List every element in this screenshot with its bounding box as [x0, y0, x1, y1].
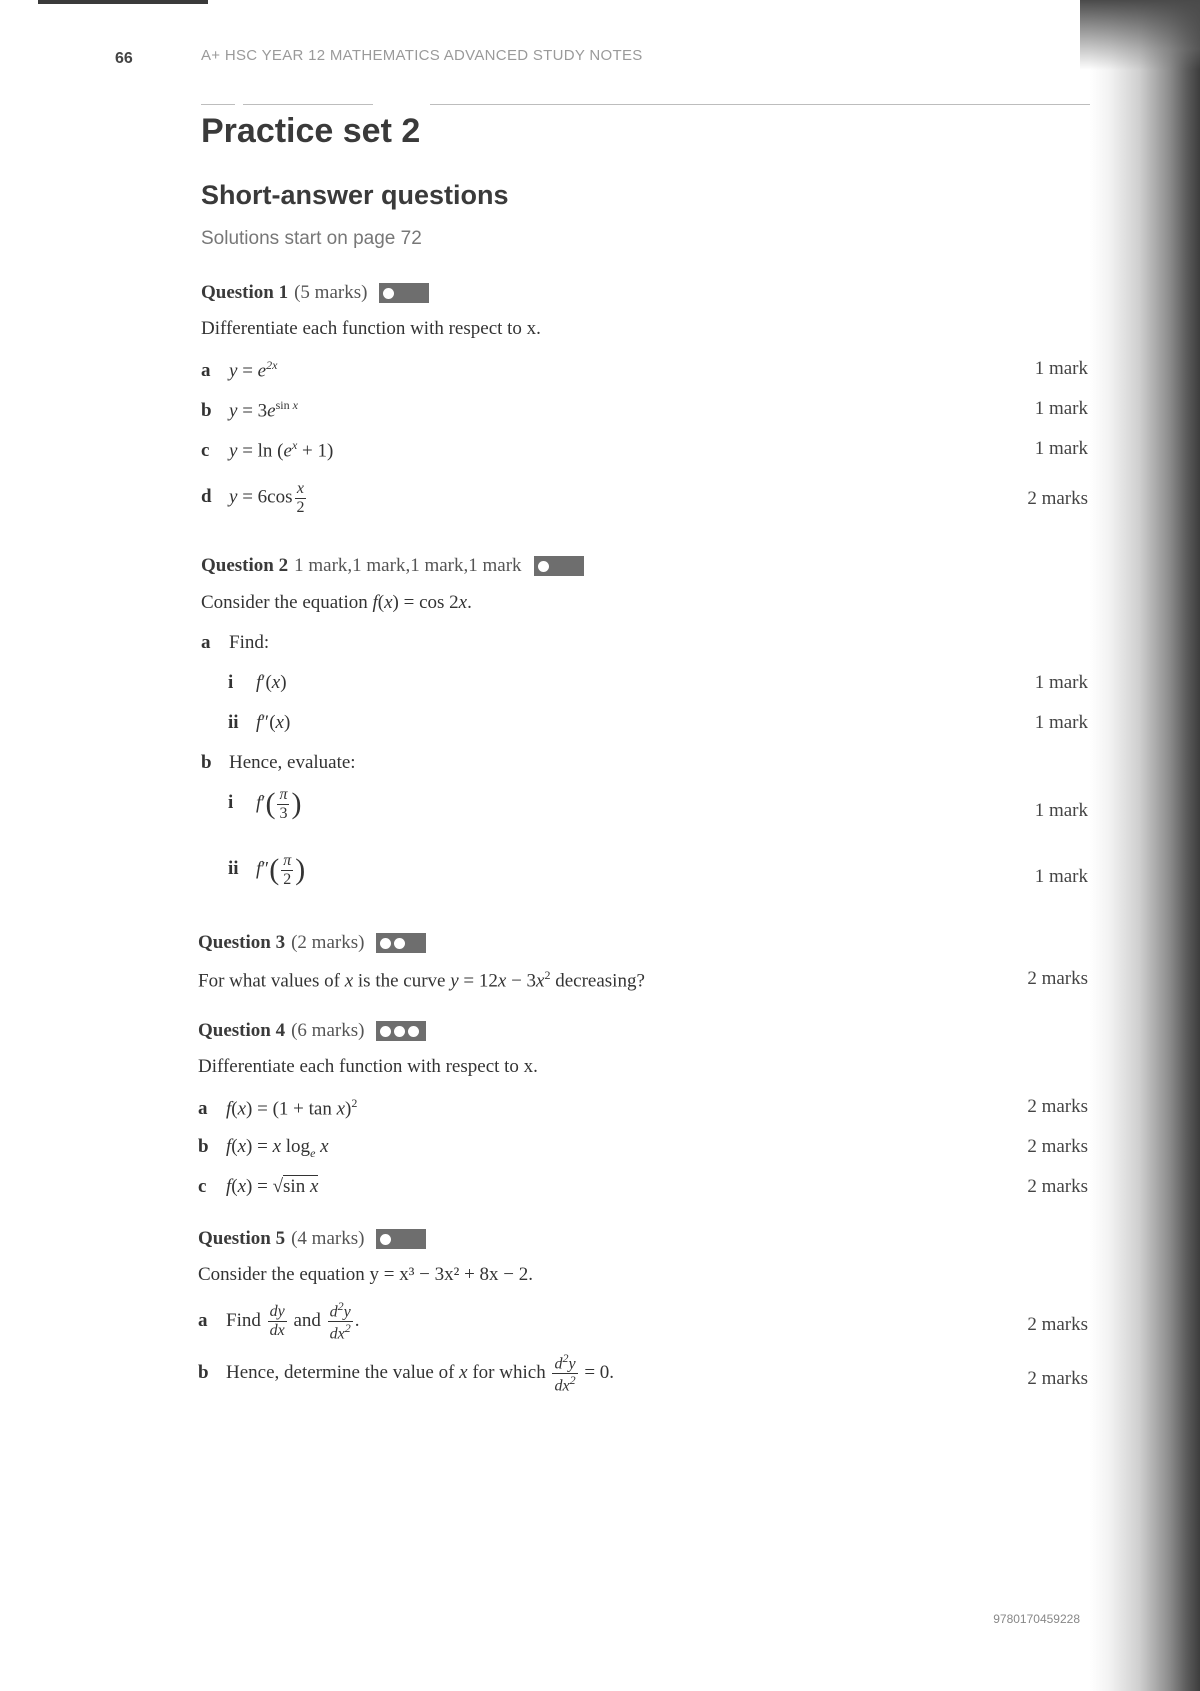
q1-part-d: d y = 6cos $\frac{x}{2}$ — [201, 480, 305, 516]
difficulty-dot-icon — [408, 1026, 419, 1037]
question-marks: (6 marks) — [291, 1020, 365, 1041]
q4-part-a-marks: 2 marks — [1027, 1096, 1088, 1117]
q4-part-c: c f(x) = √sin x — [198, 1176, 319, 1197]
running-head: A+ HSC YEAR 12 MATHEMATICS ADVANCED STUDY NOTES — [201, 47, 643, 64]
solutions-note: Solutions start on page 72 — [201, 228, 422, 249]
header-rule — [201, 104, 235, 105]
section-title: Short-answer questions — [201, 180, 509, 210]
difficulty-badge — [376, 1229, 426, 1249]
q1-part-a: a $y = e^{2x}$ — [201, 358, 278, 382]
question-2-heading — [201, 555, 584, 577]
q2-part-b-ii: ii f″( $\frac{\pi}{2}$ ) — [228, 852, 306, 888]
top-edge-bar — [38, 0, 208, 4]
question-label: Question 1 — [201, 282, 289, 303]
q2-part-b: b Hence, evaluate: — [201, 752, 356, 773]
q5-part-a: a Find $\frac{dy}{dx}$ and $\frac{d^2y}{dx^2}$ . — [198, 1299, 360, 1343]
q2-part-a-i-marks: 1 mark — [1034, 672, 1088, 693]
q2-part-a-ii: ii f″(x) — [228, 712, 291, 733]
question-1-stem: Differentiate each function with respect to x. — [201, 318, 541, 339]
question-label: Question 4 — [198, 1020, 286, 1041]
difficulty-dot-icon — [394, 1026, 405, 1037]
question-label: Question 5 — [198, 1228, 286, 1249]
q2-part-b-i: i f′( $\frac{\pi}{3}$ ) — [228, 786, 302, 822]
difficulty-dot-icon — [380, 1026, 391, 1037]
question-5-heading — [198, 1228, 426, 1250]
book-spine-shadow — [1090, 0, 1200, 1691]
difficulty-dot-icon — [394, 938, 405, 949]
q5-part-a-marks: 2 marks — [1027, 1314, 1088, 1335]
q2-part-b-ii-marks: 1 mark — [1034, 866, 1088, 887]
difficulty-badge — [376, 1021, 426, 1041]
question-4-stem: Differentiate each function with respect to x. — [198, 1056, 538, 1077]
question-marks: (2 marks) — [291, 932, 365, 953]
question-4-heading — [198, 1020, 426, 1042]
question-marks: (4 marks) — [291, 1228, 365, 1249]
q2-part-a-i: i f′(x) — [228, 672, 287, 693]
question-2-stem: Consider the equation f(x) = cos 2x. — [201, 592, 472, 613]
header-rule — [243, 104, 373, 105]
q4-part-a: a $f(x) = (1 + \tan x)^2$ — [198, 1096, 358, 1120]
q1-part-c: c $y = \ln (e^x + 1)$ — [201, 438, 334, 462]
difficulty-dot-icon — [380, 1234, 391, 1245]
q4-part-c-marks: 2 marks — [1027, 1176, 1088, 1197]
header-rule — [430, 104, 1090, 105]
question-marks: 1 mark,1 mark,1 mark,1 mark — [294, 555, 522, 576]
q5-part-b-marks: 2 marks — [1027, 1368, 1088, 1389]
question-marks: (5 marks) — [294, 282, 368, 303]
question-label: Question 2 — [201, 555, 289, 576]
page-number: 66 — [115, 50, 133, 67]
q1-part-b-marks: 1 mark — [1034, 398, 1088, 419]
q1-part-a-marks: 1 mark — [1034, 358, 1088, 379]
q3-marks: 2 marks — [1027, 968, 1088, 989]
question-1-heading — [201, 282, 429, 304]
question-3-stem: For what values of x is the curve $y = 12x - 3x^2$ decreasing? — [198, 968, 645, 992]
q5-part-b: b Hence, determine the value of x for which $\frac{d^2y}{dx^2}$ = 0. — [198, 1351, 615, 1395]
q2-part-b-i-marks: 1 mark — [1034, 800, 1088, 821]
page-title: Practice set 2 — [201, 112, 421, 150]
isbn-footer: 9780170459228 — [993, 1612, 1080, 1626]
q1-part-b: b $y = 3e^{sin x}$ — [201, 398, 298, 422]
q1-part-d-marks: 2 marks — [1027, 488, 1088, 509]
q4-part-b: b f(x) = x $\log_e x$ — [198, 1136, 329, 1160]
question-5-stem: Consider the equation y = x³ − 3x² + 8x − 2. — [198, 1264, 533, 1285]
difficulty-badge — [379, 283, 429, 303]
difficulty-dot-icon — [538, 561, 549, 572]
q2-part-a-ii-marks: 1 mark — [1034, 712, 1088, 733]
question-label: Question 3 — [198, 932, 286, 953]
book-spine-top-shadow — [1080, 0, 1200, 70]
difficulty-badge — [534, 556, 584, 576]
difficulty-dot-icon — [383, 288, 394, 299]
question-3-heading — [198, 932, 426, 954]
difficulty-dot-icon — [380, 938, 391, 949]
q2-part-a: a Find: — [201, 632, 270, 653]
difficulty-badge — [376, 933, 426, 953]
q1-part-c-marks: 1 mark — [1034, 438, 1088, 459]
q4-part-b-marks: 2 marks — [1027, 1136, 1088, 1157]
